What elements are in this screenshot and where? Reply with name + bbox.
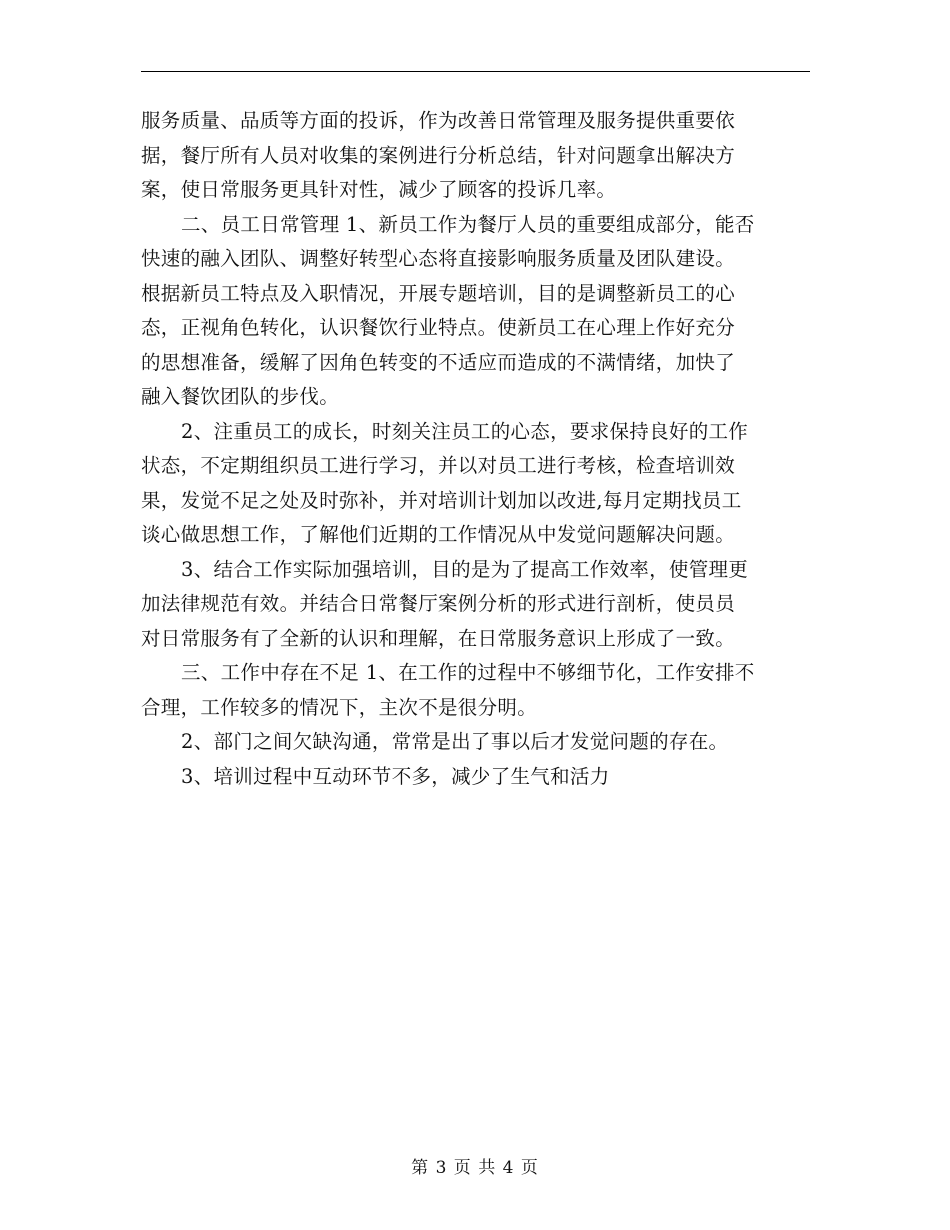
text-line: 融入餐饮团队的步伐。 (141, 385, 340, 408)
text-line: 谈心做思想工作，了解他们近期的工作情况从中发觉问题解决问题。 (141, 523, 736, 546)
header-rule (141, 71, 810, 72)
text-line: 态，正视角色转化，认识餐饮行业特点。使新员工在心理上作好充分 (141, 316, 736, 339)
paragraph (141, 553, 813, 657)
text-line: 根据新员工特点及入职情况，开展专题培训，目的是调整新员工的心 (141, 281, 736, 305)
text-line: 加法律规范有效。并结合日常餐厅案例分析的形式进行剖析，使员员 (141, 592, 736, 615)
text-line: 3、培训过程中互动环节不多，减少了生气和活力 (181, 764, 610, 788)
paragraph (141, 656, 813, 725)
text-line: 3、结合工作实际加强培训，目的是为了提高工作效率，使管理更 (181, 557, 749, 581)
paragraph (141, 415, 813, 553)
text-line: 对日常服务有了全新的认识和理解，在日常服务意识上形成了一致。 (141, 626, 736, 650)
document-body (141, 104, 813, 794)
page-number-footer: 第 3 页 共 4 页 (411, 1158, 539, 1178)
paragraph (141, 760, 813, 795)
text-line: 服务质量、品质等方面的投诉，作为改善日常管理及服务提供重要依 (141, 109, 736, 132)
paragraph (141, 208, 813, 415)
text-line: 据，餐厅所有人员对收集的案例进行分析总结，针对问题拿出解决方 (141, 143, 736, 167)
paragraph (141, 104, 813, 208)
text-line: 三、工作中存在不足 1、在工作的过程中不够细节化，工作安排不 (181, 661, 755, 684)
text-line: 2、注重员工的成长，时刻关注员工的心态，要求保持良好的工作 (181, 419, 749, 443)
text-line: 二、员工日常管理 1、新员工作为餐厅人员的重要组成部分，能否 (181, 212, 755, 236)
paragraph (141, 725, 813, 760)
text-line: 合理，工作较多的情况下，主次不是很分明。 (141, 695, 538, 719)
text-line: 案，使日常服务更具针对性，减少了顾客的投诉几率。 (141, 178, 617, 201)
text-line: 快速的融入团队、调整好转型心态将直接影响服务质量及团队建设。 (141, 247, 736, 270)
text-line: 果，发觉不足之处及时弥补，并对培训计划加以改进,每月定期找员工 (141, 488, 742, 512)
text-line: 的思想准备，缓解了因角色转变的不适应而造成的不满情绪，加快了 (141, 350, 736, 374)
text-line: 2、部门之间欠缺沟通，常常是出了事以后才发觉问题的存在。 (181, 730, 729, 753)
text-line: 状态，不定期组织员工进行学习，并以对员工进行考核，检查培训效 (141, 454, 736, 477)
